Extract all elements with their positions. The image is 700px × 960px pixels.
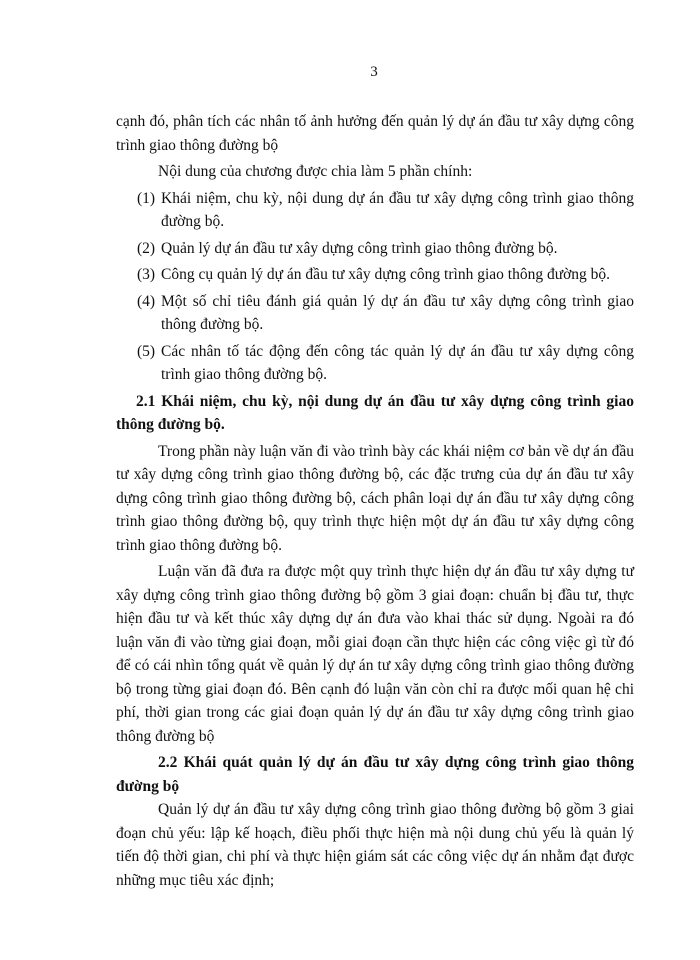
page-number: 3 <box>370 64 378 80</box>
document-body <box>116 110 634 892</box>
section-2-1-heading <box>116 390 634 414</box>
list-item <box>116 290 634 337</box>
chapter-intro: Nội dung của chương được chia làm 5 phần chính: <box>158 163 473 180</box>
list-item <box>116 237 634 261</box>
section-2-1-paragraph: Trong phần này luận văn đi vào trình bày các khái niệm cơ bản về dự án đầu tư xây dựng công trình giao thông đường bộ, các đặc trưng của dự án đầu tư xây dựng công trình giao thông đường bộ, cách phân loại dự án đầu tư xây dựng công trình giao thông đường bộ, quy trình thực hiện một dự án đầu tư xây dựng công trình giao thông đường bộ. <box>116 442 634 554</box>
chapter-parts-list <box>116 187 634 387</box>
list-item <box>116 263 634 287</box>
list-item-text: Công cụ quản lý dự án đầu tư xây dựng công trình giao thông đường bộ. <box>161 266 611 283</box>
section-2-2-heading-cont <box>116 775 634 799</box>
list-item <box>116 340 634 387</box>
section-2-1-heading-cont <box>116 413 634 437</box>
heading-line: đường bộ <box>116 777 180 795</box>
intro-continuation: cạnh đó, phân tích các nhân tố ảnh hưởng đến quản lý dự án đầu tư xây dựng công trình giao thông đường bộ <box>116 113 634 154</box>
list-item-number: (4) <box>137 292 156 310</box>
section-2-2-paragraph: Quản lý dự án đầu tư xây dựng công trình giao thông đường bộ gồm 3 giai đoạn chủ yếu: lập kế hoạch, điều phối thực hiện mà nội dung chủ yếu là quản lý tiến độ thời gian, chi phí và thực hiện giám sát các công việc dự án nhằm đạt được những mục tiêu xác định; <box>116 801 634 889</box>
list-item-text: Khái niệm, chu kỳ, nội dung dự án đầu tư xây dựng công trình giao thông đường bộ. <box>161 189 634 230</box>
heading-line: 2.1 Khái niệm, chu kỳ, nội dung dự án đầu tư xây dựng công trình giao <box>136 392 634 410</box>
list-item-text: Quản lý dự án đầu tư xây dựng công trình giao thông đường bộ. <box>161 239 558 257</box>
section-2-2-heading <box>116 751 634 775</box>
list-item-text: Các nhân tố tác động đến công tác quản lý dự án đầu tư xây dựng công trình giao thông đường bộ. <box>161 342 634 383</box>
list-item <box>116 187 634 234</box>
heading-line: thông đường bộ. <box>116 416 225 433</box>
list-item-number: (2) <box>137 239 156 257</box>
section-2-1-paragraph: Luận văn đã đưa ra được một quy trình thực hiện dự án đầu tư xây dựng tư xây dựng công trình giao thông đường bộ gồm 3 giai đoạn: chuẩn bị đầu tư, thực hiện đầu tư và kết thúc xây dựng dự án đưa vào khai thác sử dụng. Ngoài ra đó luận văn đi vào từng giai đoạn, mỗi giai đoạn cần thực hiện các công việc gì từ đó để có cái nhìn tổng quát về quản lý dự án tư xây dựng công trình giao thông đường bộ trong từng giai đoạn đó. Bên cạnh đó luận văn còn chỉ ra được mối quan hệ chi phí, thời gian trong các giai đoạn quản lý dự án đầu tư xây dựng công trình giao thông đường bộ <box>116 563 634 745</box>
heading-line: 2.2 Khái quát quản lý dự án đầu tư xây dựng công trình giao thông <box>158 754 634 771</box>
list-item-text: Một số chỉ tiêu đánh giá quản lý dự án đầu tư xây dựng công trình giao thông đường bộ. <box>161 292 634 333</box>
list-item-number: (5) <box>137 342 156 360</box>
list-item-number: (3) <box>137 266 156 283</box>
list-item-number: (1) <box>137 189 156 207</box>
